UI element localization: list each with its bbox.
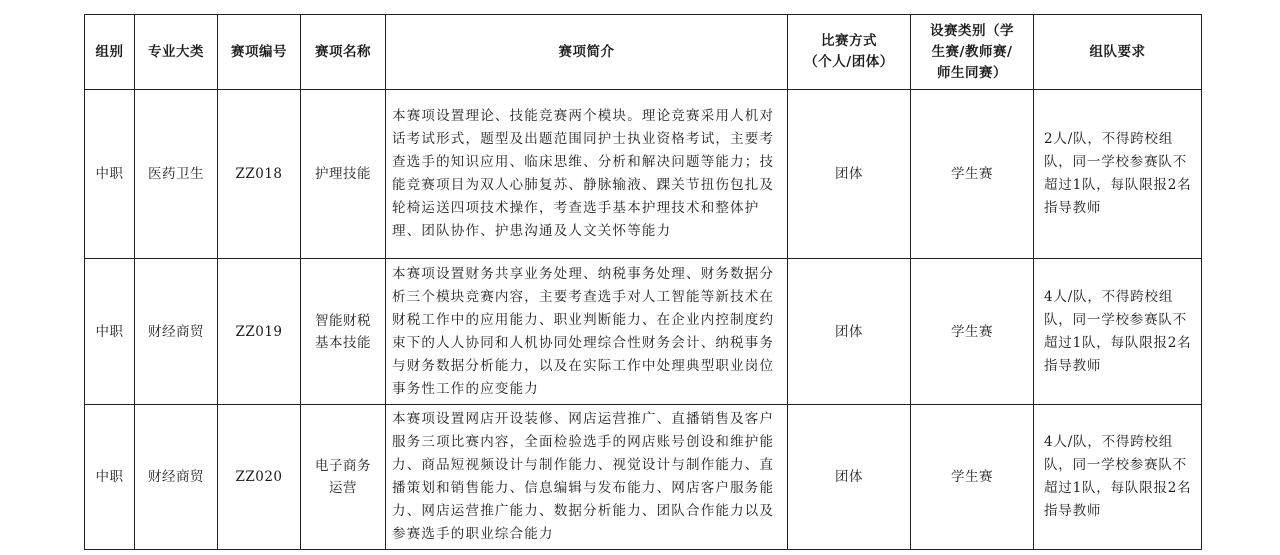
- cell-type: 学生赛: [911, 90, 1034, 259]
- header-team: 组队要求: [1034, 15, 1202, 90]
- cell-intro: 本赛项设置理论、技能竞赛两个模块。理论竞赛采用人机对话考试形式，题型及出题范围同护士执业资格考试，主要考查选手的知识应用、临床思维、分析和解决问题等能力；技能竞赛项目为双人心肺复苏、静脉输液、踝关节扭伤包扎及轮椅运送四项技术操作，考查选手基本护理技术和整体护理、团队协作、护患沟通及人文关怀等能力: [386, 90, 788, 259]
- cell-code: ZZ019: [218, 259, 301, 405]
- competition-table: [84, 14, 1202, 550]
- header-category: 专业大类: [135, 15, 218, 90]
- cell-type: 学生赛: [911, 259, 1034, 405]
- cell-name: 电子商务 运营: [301, 405, 386, 550]
- cell-team: 4人/队，不得跨校组队，同一学校参赛队不超过1队，每队限报2名指导教师: [1034, 405, 1202, 550]
- header-intro: 赛项简介: [386, 15, 788, 90]
- table-row: [85, 405, 1202, 550]
- cell-code: ZZ018: [218, 90, 301, 259]
- cell-group: 中职: [85, 90, 135, 259]
- cell-team: 4人/队，不得跨校组队，同一学校参赛队不超过1队，每队限报2名指导教师: [1034, 259, 1202, 405]
- header-name: 赛项名称: [301, 15, 386, 90]
- cell-type: 学生赛: [911, 405, 1034, 550]
- cell-category: 财经商贸: [135, 259, 218, 405]
- cell-code: ZZ020: [218, 405, 301, 550]
- cell-intro: 本赛项设置财务共享业务处理、纳税事务处理、财务数据分析三个模块竞赛内容，主要考查选手对人工智能等新技术在财税工作中的应用能力、职业判断能力、在企业内控制度约束下的人人协同和人机协同处理综合性财务会计、纳税事务与财务数据分析能力，以及在实际工作中处理典型职业岗位事务性工作的应变能力: [386, 259, 788, 405]
- cell-team: 2人/队，不得跨校组队，同一学校参赛队不超过1队，每队限报2名指导教师: [1034, 90, 1202, 259]
- cell-group: 中职: [85, 259, 135, 405]
- cell-group: 中职: [85, 405, 135, 550]
- header-code: 赛项编号: [218, 15, 301, 90]
- cell-category: 医药卫生: [135, 90, 218, 259]
- cell-category: 财经商贸: [135, 405, 218, 550]
- cell-mode: 团体: [788, 90, 911, 259]
- header-type: 设赛类别（学 生赛/教师赛/ 师生同赛）: [911, 15, 1034, 90]
- table-row: [85, 259, 1202, 405]
- table-header: [85, 15, 1202, 90]
- cell-mode: 团体: [788, 405, 911, 550]
- cell-name: 智能财税 基本技能: [301, 259, 386, 405]
- header-group: 组别: [85, 15, 135, 90]
- cell-mode: 团体: [788, 259, 911, 405]
- table-row: [85, 90, 1202, 259]
- cell-name: 护理技能: [301, 90, 386, 259]
- cell-intro: 本赛项设置网店开设装修、网店运营推广、直播销售及客户服务三项比赛内容，全面检验选手的网店账号创设和维护能力、商品短视频设计与制作能力、视觉设计与制作能力、直播策划和销售能力、信息编辑与发布能力、网店客户服务能力、网店运营推广能力、数据分析能力、团队合作能力以及参赛选手的职业综合能力: [386, 405, 788, 550]
- header-mode: 比赛方式 （个人/团体）: [788, 15, 911, 90]
